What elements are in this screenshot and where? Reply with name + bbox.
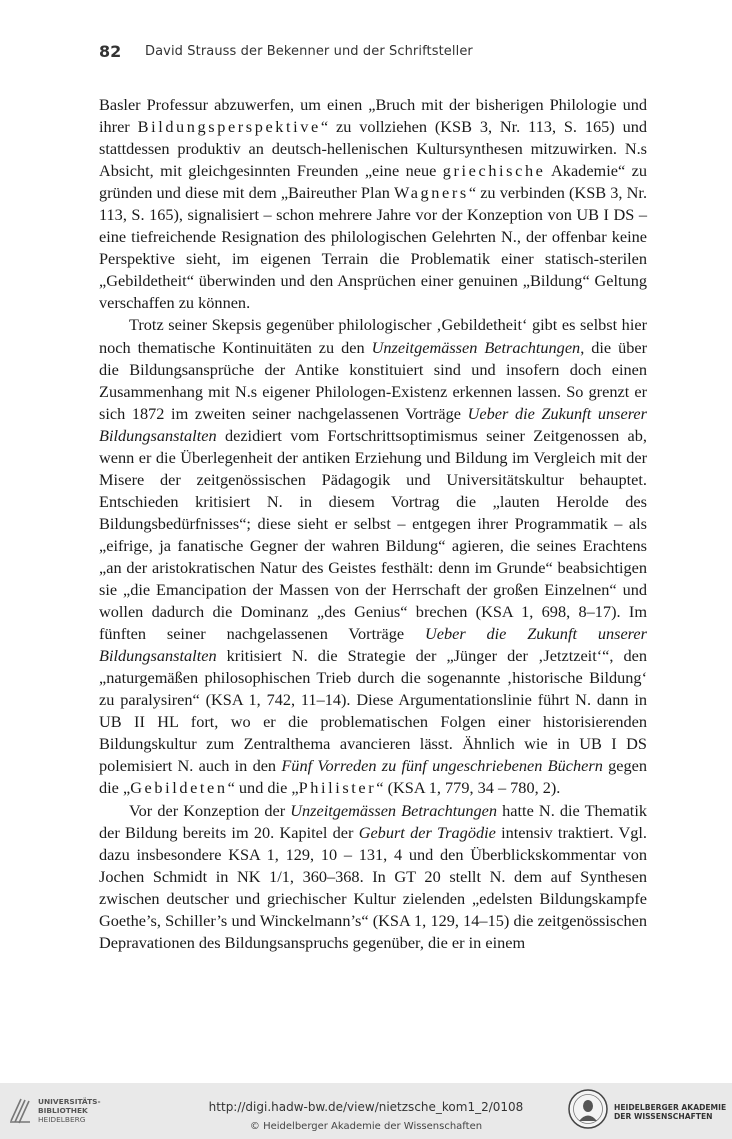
paragraph-3 [99,800,647,954]
text-run: Basler Professur abzuwerfen, um einen „Bruch mit der bisherigen Philologie und ihrer [99,95,647,137]
library-logo-subtext: HEIDELBERG [38,1115,86,1124]
text-run: “ (KSA 1, 779, 34 – 780, 2). [376,778,561,798]
academy-logo [567,1088,727,1134]
running-title: David Strauss der Bekenner und der Schriftsteller [145,44,473,59]
running-header [99,40,659,66]
text-run: dezidiert vom Fortschrittsoptimismus seiner Zeitgenossen ab, wenn er die Überlegenheit der antiken Erziehung und Bildung im Vergleich mit der Misere der zeitgenössischen Pädagogik und Universitätskultur behauptet. Entschieden kritisiert N. in diesem Vortrag die „lauten Herolde des Bildungsbedürfnisses“; diese sieht er selbst – entgegen ihrer Programmatik – als „eifrige, ja fanatische Gegner der wahren Bildung“ agieren, die seines Erachtens „an der aristokratischen Natur des Geistes festhält: denn im Grunde“ beabsichtigen sie „die Emancipation der Massen von der Herrschaft der großen Einzelnen“ und wollen dadurch die Dominanz „des Genius“ brechen (KSA 1, 698, 8–17). Im fünften seiner nachgelassenen Vorträge [99,425,647,644]
digitization-footer [0,1083,732,1139]
italic-title: Unzeitgemässen Betrachtungen [371,337,581,357]
text-run: , die über die Bildungsansprüche der Antike konstituiert sind und insofern doch einen Zusammenhang mit N.s eigener Philologen-Existenz erkennen lassen. So grenzt er sich 1872 im zweiten seiner nachgelassenen Vorträge [99,337,647,423]
spaced-emphasis: griechische [442,161,546,181]
source-url-link[interactable]: http://digi.hadw-bw.de/view/nietzsche_kom1_2/0108 [208,1100,524,1114]
library-logo-text: UNIVERSITÄTS- BIBLIOTHEK [38,1097,101,1115]
copyright-notice: © Heidelberger Akademie der Wissenschaften [249,1121,483,1132]
spaced-emphasis: Gebildeten [130,778,228,798]
text-run: “ zu vollziehen (KSB 3, Nr. 113, S. 165) und stattdessen produktiv an deutsch-hellenischen Kultursynthesen mitzuwirken. N.s Absicht, mit gleichgesinnten Freunden „eine neue [99,117,647,181]
paragraph-2 [99,314,647,799]
paragraph-1 [99,94,647,314]
spaced-emphasis: Wagners [394,183,469,203]
academy-seal-icon [567,1088,609,1130]
body-text [99,94,647,954]
italic-title: Geburt der Tragödie [358,822,496,842]
spaced-emphasis: Philister [298,778,377,798]
text-run: “ zu verbinden (KSB 3, Nr. 113, S. 165), signalisiert – schon mehrere Jahre vor der Konzeption von UB I DS – eine tiefreichende Resignation des philologischen Gelehrten N., der offenbar keine Perspektive sieht, im eigenen Terrain die Problematik einer statisch-sterilen „Gebildetheit“ überwinden und den Ansprüchen einer genuinen „Bildung“ Geltung verschaffen zu können. [99,183,648,313]
text-run: hatte N. die Thematik der Bildung bereits im 20. Kapitel der [99,800,647,842]
text-run: intensiv traktiert. Vgl. dazu insbesondere KSA 1, 129, 10 – 131, 4 und den Überblickskommentar von Jochen Schmidt in NK 1/1, 360–368. In GT 20 stellt N. dem auf Synthesen zwischen deutscher und griechischer Kultur zielenden „edelsten Bildungskampfe Goethe’s, Schiller’s und Winckelmann’s“ (KSA 1, 129, 14–15) die zeitgenössischen Depravationen des Bildungsanspruchs gegenüber, die er in einem [99,822,647,952]
italic-title: Unzeitgemässen Betrachtungen [290,800,498,820]
page-number: 82 [99,42,122,61]
italic-title: Fünf Vorreden zu fünf ungeschriebenen Büchern [281,756,603,776]
spaced-emphasis: Bildungsperspektive [137,117,321,137]
text-run: Trotz seiner Skepsis gegenüber philologischer ‚Gebildetheit‘ gibt es selbst hier noch thematische Kontinuitäten zu den [99,315,647,357]
academy-logo-text: HEIDELBERGER AKADEMIE DER WISSENSCHAFTEN [614,1103,727,1121]
italic-title: Ueber die Zukunft unserer Bildungsanstalten [99,624,647,666]
text-run: Akademie“ zu gründen und diese mit dem „Baireuther Plan [99,161,647,203]
text-run: “ und die „ [227,778,299,798]
italic-title: Ueber die Zukunft unserer Bildungsanstalten [99,403,647,445]
text-run: Vor der Konzeption der [129,800,291,820]
text-run: gegen die „ [99,756,647,798]
text-run: kritisiert N. die Strategie der „Jünger der ‚Jetztzeit‘“, den „naturgemäßen philosophischen Trieb durch die sogenannte ‚historische Bildung‘ zu paralysiren“ (KSA 1, 742, 11–14). Diese Argumentationslinie führt N. dann in UB II HL fort, wo er die problematischen Folgen einer historisierenden Bildungskultur zum Zentralthema avancieren lässt. Ähnlich wie in UB I DS polemisiert N. auch in den [99,646,647,776]
